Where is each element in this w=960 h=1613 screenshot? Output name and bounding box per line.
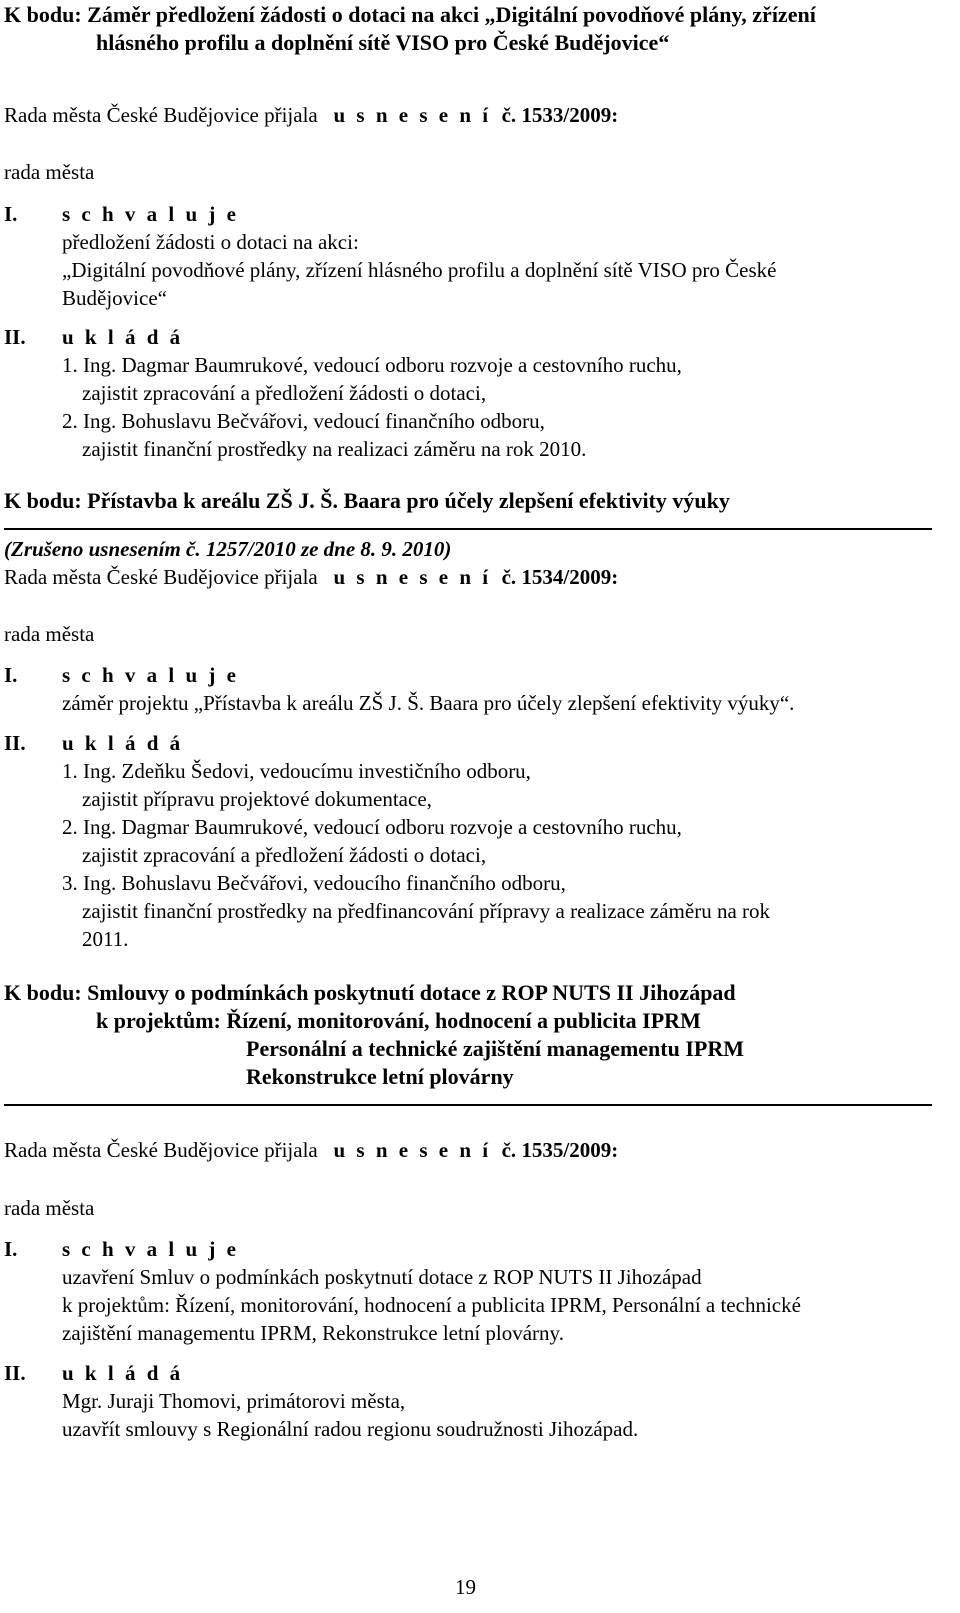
resolution-number: č. 1535/2009: xyxy=(501,1138,619,1162)
item1-task1-line1: 1. Ing. Dagmar Baumrukové, vedoucí odboru rozvoje a cestovního ruchu, xyxy=(62,353,682,377)
item3-heading-rule xyxy=(4,1104,932,1106)
item1-text-line2: „Digitální povodňové plány, zřízení hlásného profilu a doplnění sítě VISO pro České xyxy=(62,258,777,282)
item2-cancelled-note: (Zrušeno usnesením č. 1257/2010 ze dne 8. 9. 2010) xyxy=(4,537,452,561)
item2-heading-rule xyxy=(4,528,932,530)
item3-text-line1: uzavření Smluv o podmínkách poskytnutí dotace z ROP NUTS II Jihozápad xyxy=(62,1265,702,1289)
item3-text-line2: k projektům: Řízení, monitorování, hodnocení a publicita IPRM, Personální a technické xyxy=(62,1293,801,1317)
usneseni-label: u s n e s e n í xyxy=(333,1138,492,1162)
item3-heading-line4: Rekonstrukce letní plovárny xyxy=(246,1064,514,1089)
item3-roman-1: I. xyxy=(4,1237,18,1261)
item2-schvaluje: s c h v a l u j e xyxy=(62,663,239,687)
item3-text-line3: zajištění managementu IPRM, Rekonstrukce letní plovárny. xyxy=(62,1321,564,1345)
item3-uklada: u k l á d á xyxy=(62,1361,184,1385)
item3-roman-2: II. xyxy=(4,1361,26,1385)
item1-heading-line1: K bodu: Záměr předložení žádosti o dotaci na akci „Digitální povodňové plány, zřízení xyxy=(4,2,816,27)
rada-prefix: Rada města České Budějovice přijala xyxy=(4,103,318,127)
item2-task3-line2: zajistit finanční prostředky na předfinancování přípravy a realizace záměru na rok xyxy=(82,899,771,923)
usneseni-label: u s n e s e n í xyxy=(333,103,492,127)
item2-task3-line3: 2011. xyxy=(82,927,129,951)
item3-heading-line2: k projektům: Řízení, monitorování, hodnocení a publicita IPRM xyxy=(96,1008,701,1033)
item1-roman-1: I. xyxy=(4,202,18,226)
resolution-number: č. 1534/2009: xyxy=(501,565,619,589)
item1-uklada: u k l á d á xyxy=(62,325,184,349)
item3-resolution-line xyxy=(4,1137,618,1163)
page-number: 19 xyxy=(455,1575,476,1599)
item2-task1-line1: 1. Ing. Zdeňku Šedovi, vedoucímu investičního odboru, xyxy=(62,759,531,783)
item3-schvaluje: s c h v a l u j e xyxy=(62,1237,239,1261)
usneseni-label: u s n e s e n í xyxy=(333,565,492,589)
item3-heading-line3: Personální a technické zajištění managementu IPRM xyxy=(246,1036,744,1061)
item2-roman-2: II. xyxy=(4,731,26,755)
item2-task2-line1: 2. Ing. Dagmar Baumrukové, vedoucí odboru rozvoje a cestovního ruchu, xyxy=(62,815,682,839)
resolution-number: č. 1533/2009: xyxy=(501,103,619,127)
item2-heading: K bodu: Přístavba k areálu ZŠ J. Š. Baara pro účely zlepšení efektivity výuky xyxy=(4,488,730,513)
item3-heading-line1: K bodu: Smlouvy o podmínkách poskytnutí dotace z ROP NUTS II Jihozápad xyxy=(4,980,736,1005)
item3-rada-mesta: rada města xyxy=(4,1196,95,1220)
item1-task2-line2: zajistit finanční prostředky na realizaci záměru na rok 2010. xyxy=(82,437,587,461)
item1-text-line1: předložení žádosti o dotaci na akci: xyxy=(62,230,359,254)
rada-prefix: Rada města České Budějovice přijala xyxy=(4,565,318,589)
item1-roman-2: II. xyxy=(4,325,26,349)
item1-rada-mesta: rada města xyxy=(4,160,95,184)
item2-task1-line2: zajistit přípravu projektové dokumentace, xyxy=(82,787,432,811)
item3-task1-line1: Mgr. Juraji Thomovi, primátorovi města, xyxy=(62,1389,406,1413)
item2-text-line1: záměr projektu „Přístavba k areálu ZŠ J. Š. Baara pro účely zlepšení efektivity výuky“. xyxy=(62,691,795,715)
item2-uklada: u k l á d á xyxy=(62,731,184,755)
item2-roman-1: I. xyxy=(4,663,18,687)
item2-task2-line2: zajistit zpracování a předložení žádosti o dotaci, xyxy=(82,843,487,867)
item2-task3-line1: 3. Ing. Bohuslavu Bečvářovi, vedoucího finančního odboru, xyxy=(62,871,566,895)
item1-task2-line1: 2. Ing. Bohuslavu Bečvářovi, vedoucí finančního odboru, xyxy=(62,409,545,433)
item1-text-line3: Budějovice“ xyxy=(62,286,167,310)
item3-task1-line2: uzavřít smlouvy s Regionální radou regionu soudružnosti Jihozápad. xyxy=(62,1417,639,1441)
item2-rada-mesta: rada města xyxy=(4,622,95,646)
rada-prefix: Rada města České Budějovice přijala xyxy=(4,1138,318,1162)
item1-resolution-line xyxy=(4,102,618,128)
item1-schvaluje: s c h v a l u j e xyxy=(62,202,239,226)
item1-task1-line2: zajistit zpracování a předložení žádosti o dotaci, xyxy=(82,381,487,405)
item1-heading-line2: hlásného profilu a doplnění sítě VISO pro České Budějovice“ xyxy=(96,30,670,55)
item2-resolution-line xyxy=(4,564,618,590)
